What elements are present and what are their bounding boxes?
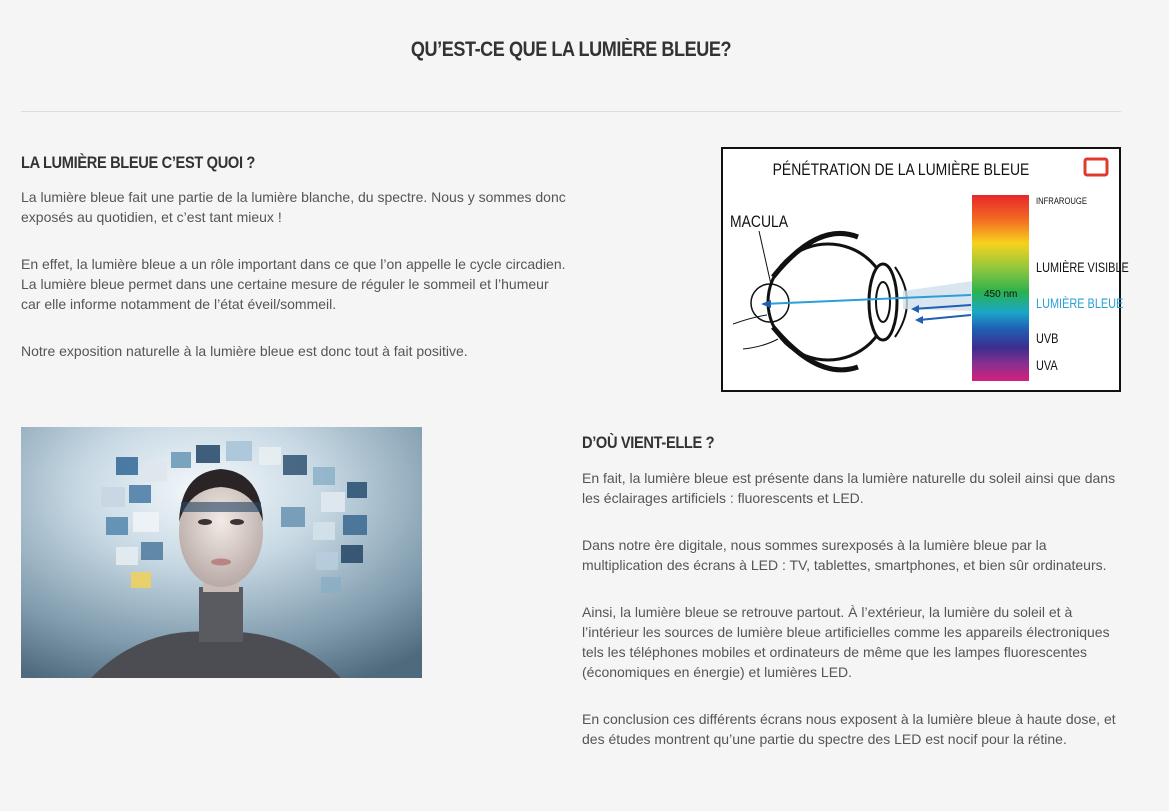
- eye-diagram-svg: [723, 149, 1129, 390]
- label-wavelength: 450 nm: [984, 289, 1018, 300]
- spectrum-bar: [972, 195, 1029, 381]
- diagram-title: PÉNÉTRATION DE LA LUMIÈRE BLEUE: [772, 160, 1030, 180]
- macula-label: MACULA: [730, 212, 789, 232]
- brand-logo-icon: [1085, 159, 1107, 175]
- label-visible-light: LUMIÈRE VISIBLE: [1036, 259, 1129, 276]
- section-heading: D’OÙ VIENT-ELLE ?: [582, 433, 715, 452]
- section-where-does-it-come-from: [582, 433, 1127, 776]
- paragraph: En conclusion ces différents écrans nous exposent à la lumière bleue à haute dose, et des études montrent qu’une partie du spectre des LED est nocif pour la rétine.: [582, 711, 1116, 747]
- paragraph: Dans notre ère digitale, nous sommes surexposés à la lumière bleue par la multiplication des écrans à LED : TV, tablettes, smartphones, et bien sûr ordinateurs.: [582, 537, 1107, 573]
- woman-digital-screens-image: [21, 427, 422, 678]
- label-infrared: INFRAROUGE: [1036, 195, 1087, 207]
- paragraph: La lumière bleue fait une partie de la lumière blanche, du spectre. Nous y sommes donc exposés au quotidien, et c’est tant mieux !: [21, 189, 566, 225]
- label-blue-light: LUMIÈRE BLEUE: [1036, 295, 1124, 312]
- label-uvb: UVB: [1036, 330, 1059, 347]
- paragraph: En fait, la lumière bleue est présente dans la lumière naturelle du soleil ainsi que dans les éclairages artificiels : fluorescents et LED.: [582, 470, 1116, 506]
- blue-light-penetration-diagram: [721, 147, 1129, 392]
- divider: [21, 111, 1121, 112]
- label-uva: UVA: [1036, 357, 1058, 374]
- paragraph: Ainsi, la lumière bleue se retrouve partout. À l’extérieur, la lumière du soleil et à l’intérieur les sources de lumière bleue artificielles comme les appareils électroniques tels les téléphones mobiles et ordinateurs de même que les lampes fluorescentes (économiques en énergie) et lumières LED.: [582, 604, 1110, 680]
- paragraph: En effet, la lumière bleue a un rôle important dans ce que l’on appelle le cycle circadien. La lumière bleue permet dans une certaine mesure de réguler le sommeil et l’humeur car elle informe notamment de l’état éveil/sommeil.: [21, 256, 566, 312]
- section-what-is-blue-light: [21, 153, 571, 388]
- page-title: QU’EST-CE QUE LA LUMIÈRE BLEUE?: [410, 38, 732, 61]
- paragraph: Notre exposition naturelle à la lumière bleue est donc tout à fait positive.: [21, 343, 468, 359]
- section-heading: LA LUMIÈRE BLEUE C’EST QUOI ?: [21, 153, 255, 172]
